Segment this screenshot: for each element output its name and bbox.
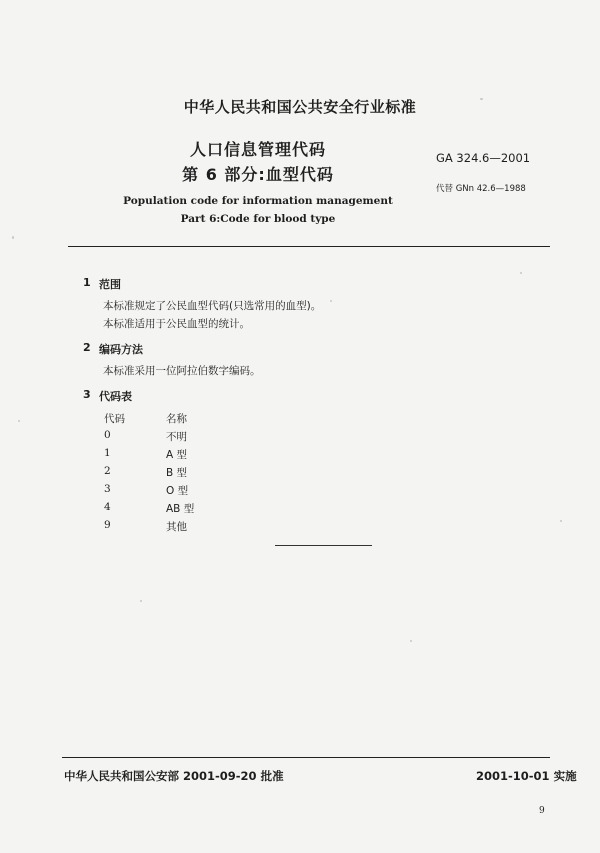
section-number: 2 — [83, 341, 91, 354]
title-en-line2: Part 6:Code for blood type — [180, 213, 336, 225]
table-cell-name: 不明 — [166, 431, 187, 443]
implementation-date: 2001-10-01 实施 — [476, 769, 577, 783]
approval-date: 中华人民共和国公安部 2001-09-20 批准 — [64, 769, 284, 783]
paragraph: 本标准适用于公民血型的统计。 — [103, 318, 250, 330]
section-number: 3 — [83, 388, 91, 401]
table-cell-name: A 型 — [166, 449, 188, 461]
title-en-line1: Population code for information management — [123, 195, 393, 207]
table-cell-code: 1 — [104, 447, 111, 459]
table-header-name: 名称 — [166, 413, 187, 425]
paragraph: 本标准采用一位阿拉伯数字编码。 — [103, 365, 261, 377]
section-title-code-table: 代码表 — [99, 390, 132, 403]
standard-number: GA 324.6—2001 — [436, 151, 531, 165]
table-cell-name: AB 型 — [166, 503, 195, 515]
table-cell-name: B 型 — [166, 467, 188, 479]
footer-rule — [62, 757, 550, 758]
replaces-standard: 代替 GNn 42.6—1988 — [436, 184, 526, 194]
section-number: 1 — [83, 276, 91, 289]
title-cn-line2: 第 6 部分:血型代码 — [182, 165, 334, 184]
table-cell-code: 2 — [104, 465, 111, 477]
table-cell-code: 9 — [104, 519, 111, 531]
table-cell-code: 4 — [104, 501, 111, 513]
title-cn-line1: 人口信息管理代码 — [189, 140, 326, 159]
section-title-coding-method: 编码方法 — [99, 343, 143, 356]
end-of-text-rule — [275, 545, 372, 546]
table-cell-code: 0 — [104, 429, 111, 441]
table-header-code: 代码 — [104, 413, 125, 425]
standard-category: 中华人民共和国公共安全行业标准 — [183, 98, 417, 116]
table-cell-name: O 型 — [166, 485, 189, 497]
header-rule — [68, 246, 550, 247]
section-title-scope: 范围 — [99, 278, 121, 291]
table-cell-name: 其他 — [166, 521, 187, 533]
page-number: 9 — [539, 806, 545, 816]
table-cell-code: 3 — [104, 483, 111, 495]
paragraph: 本标准规定了公民血型代码(只选常用的血型)。 — [103, 300, 322, 312]
